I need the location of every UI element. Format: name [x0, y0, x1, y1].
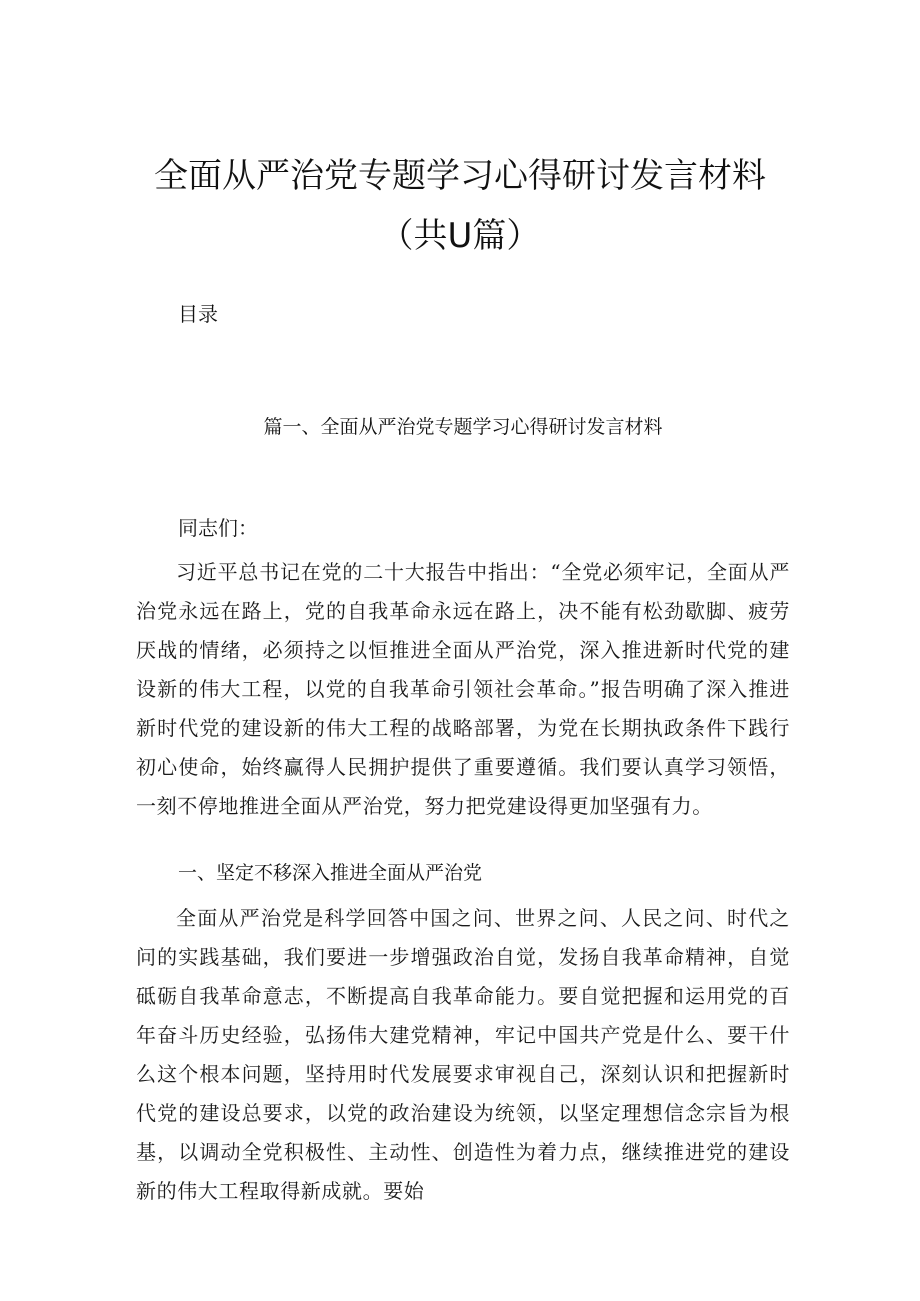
body-paragraph: 全面从严治党是科学回答中国之问、世界之问、人民之问、时代之问的实践基础，我们要进一步增强政治自觉，发扬自我革命精神，自觉砥砺自我革命意志，不断提高自我革命能力。要自觉把握和运用党的百年奋斗历史经验，弘扬伟大建党精神，牢记中国共产党是什么、要干什么这个根本问题，坚持用时代发展要求审视自己，深刻认识和把握新时代党的建设总要求，以党的政治建设为统领，以坚定理想信念宗旨为根基，以调动全党积极性、主动性、创造性为着力点，继续推进党的建设新的伟大工程取得新成就。要始	[136, 906, 790, 1203]
document-title-line2: （共U篇）	[379, 216, 541, 256]
greeting: 同志们：	[178, 516, 258, 540]
body-paragraph: 习近平总书记在党的二十大报告中指出：“全党必须牢记，全面从严治党永远在路上，党的自我革命永远在路上，决不能有松劲歇脚、疲劳厌战的情绪，必须持之以恒推进全面从严治党，深入推进新时代党的建设新的伟大工程，以党的自我革命引领社会革命。”报告明确了深入推进新时代党的建设新的伟大工程的战略部署，为党在长期执政条件下践行初心使命，始终赢得人民拥护提供了重要遵循。我们要认真学习领悟，一刻不停地推进全面从严治党，努力把党建设得更加坚强有力。	[136, 560, 790, 818]
section-heading: 一、坚定不移深入推进全面从严治党	[178, 862, 483, 884]
document-title-line1: 全面从严治党专题学习心得研讨发言材料	[154, 156, 766, 196]
toc-label: 目录	[178, 302, 218, 326]
toc-item[interactable]: 篇一、全面从严治党专题学习心得研讨发言材料	[263, 416, 663, 438]
